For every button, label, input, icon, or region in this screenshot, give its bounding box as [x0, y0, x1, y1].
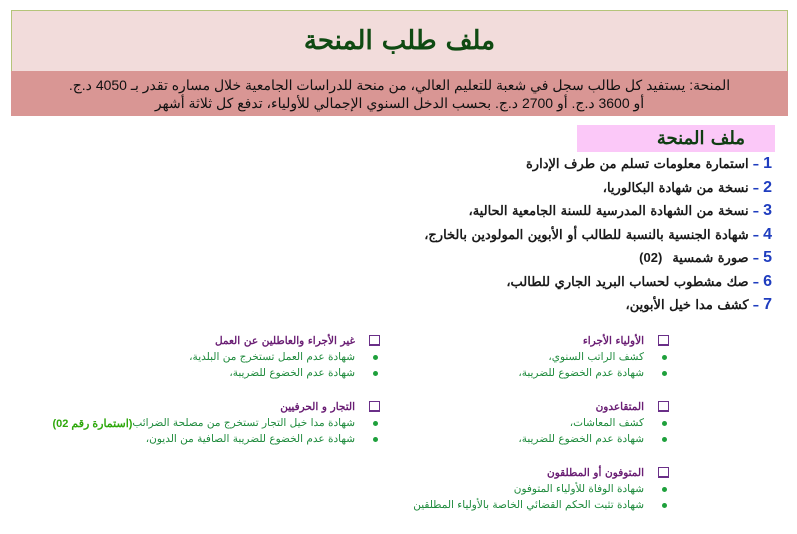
item-text: شهادة الجنسية بالنسبة للطالب أو الأبوين المولودين بالخارج، — [424, 227, 749, 243]
item-text: نسخة من شهادة البكالوريا، — [602, 180, 749, 196]
page-title: ملف طلب المنحة — [303, 26, 496, 56]
bullet-icon — [662, 421, 667, 426]
list-item: 1–استمارة معلومات تسلم من طرف الإدارة — [526, 155, 772, 172]
form-number-note: (استمارة رقم 02) — [52, 417, 133, 430]
item-text: صك مشطوب لحساب البريد الجاري للطالب، — [506, 274, 749, 290]
item-number: 5 — [763, 249, 772, 266]
category-title: المتقاعدون — [595, 400, 644, 413]
category-deceased-divorced — [413, 464, 669, 513]
category-title: الأولياء الأجراء — [582, 334, 644, 347]
category-item: شهادة عدم العمل تستخرج من البلدية، — [189, 351, 355, 363]
item-number: 3 — [763, 202, 772, 219]
category-merchants — [52, 398, 380, 447]
item-number: 1 — [763, 155, 772, 172]
list-item: 2–نسخة من شهادة البكالوريا، — [602, 178, 772, 196]
item-number: 6 — [763, 272, 772, 290]
category-item: شهادة عدم الخضوع للضريبة الصافية من الديون، — [145, 433, 355, 445]
category-non-salaried — [189, 332, 380, 381]
title-band — [12, 11, 787, 71]
item-text: استمارة معلومات تسلم من طرف الإدارة — [526, 157, 749, 172]
category-title: التجار و الحرفيين — [280, 400, 355, 413]
item-text: نسخة من الشهادة المدرسية للسنة الجامعية الحالية، — [468, 204, 749, 219]
checkbox-icon — [369, 335, 380, 346]
bullet-icon — [662, 371, 667, 376]
info-band — [11, 71, 788, 116]
category-item: شهادة مدا خيل التجار تستخرج من مصلحة الضرائب — [132, 417, 355, 429]
required-documents-list — [372, 152, 772, 317]
bullet-icon — [373, 421, 378, 426]
checkbox-icon — [658, 467, 669, 478]
item-number: 7 — [763, 296, 772, 313]
bullet-icon — [662, 487, 667, 492]
category-item: كشف المعاشات، — [569, 417, 644, 429]
header-box — [11, 10, 788, 115]
category-item: شهادة عدم الخضوع للضريبة، — [518, 367, 644, 379]
list-item: 5–صورة شمسية(02) — [639, 249, 772, 266]
item-extra: (02) — [639, 250, 663, 265]
category-salaried — [518, 332, 669, 381]
category-title: المتوفون أو المطلقون — [547, 466, 644, 479]
info-line-2: أو 3600 د.ج. أو 2700 د.ج. بحسب الدخل السنوي الإجمالي للأولياء، تدفع كل ثلاثة أشهر — [154, 95, 645, 111]
list-item: 6–صك مشطوب لحساب البريد الجاري للطالب، — [506, 272, 772, 290]
bullet-icon — [373, 371, 378, 376]
category-item: شهادة عدم الخضوع للضريبة، — [229, 367, 355, 379]
bullet-icon — [373, 437, 378, 442]
bullet-icon — [662, 503, 667, 508]
category-item: شهادة عدم الخضوع للضريبة، — [518, 433, 644, 445]
category-title: غير الأجراء والعاطلين عن العمل — [214, 334, 355, 347]
info-line-1: المنحة: يستفيد كل طالب سجل في شعبة للتعليم العالي، من منحة للدراسات الجامعية خلال مساره تقدر بـ 4050 د.ج. — [68, 77, 731, 93]
item-text: كشف مدا خيل الأبوين، — [625, 298, 749, 313]
checkbox-icon — [658, 401, 669, 412]
item-number: 2 — [763, 178, 772, 196]
category-retired — [518, 398, 669, 447]
list-item: 3–نسخة من الشهادة المدرسية للسنة الجامعية الحالية، — [468, 202, 772, 219]
checkbox-icon — [369, 401, 380, 412]
bullet-icon — [373, 355, 378, 360]
category-item: شهادة تثبت الحكم القضائي الخاصة بالأولياء المطلقين — [413, 499, 644, 511]
checkbox-icon — [658, 335, 669, 346]
category-item: شهادة الوفاة للأولياء المتوفون — [513, 483, 644, 495]
item-number: 4 — [763, 225, 772, 243]
scholarship-file-label: ملف المنحة — [577, 125, 775, 152]
list-item: 4–شهادة الجنسية بالنسبة للطالب أو الأبوين المولودين بالخارج، — [424, 225, 772, 243]
bullet-icon — [662, 437, 667, 442]
bullet-icon — [662, 355, 667, 360]
item-text: صورة شمسية — [672, 251, 749, 266]
category-item: كشف الراتب السنوي، — [548, 351, 644, 363]
list-item: 7–كشف مدا خيل الأبوين، — [625, 296, 772, 313]
